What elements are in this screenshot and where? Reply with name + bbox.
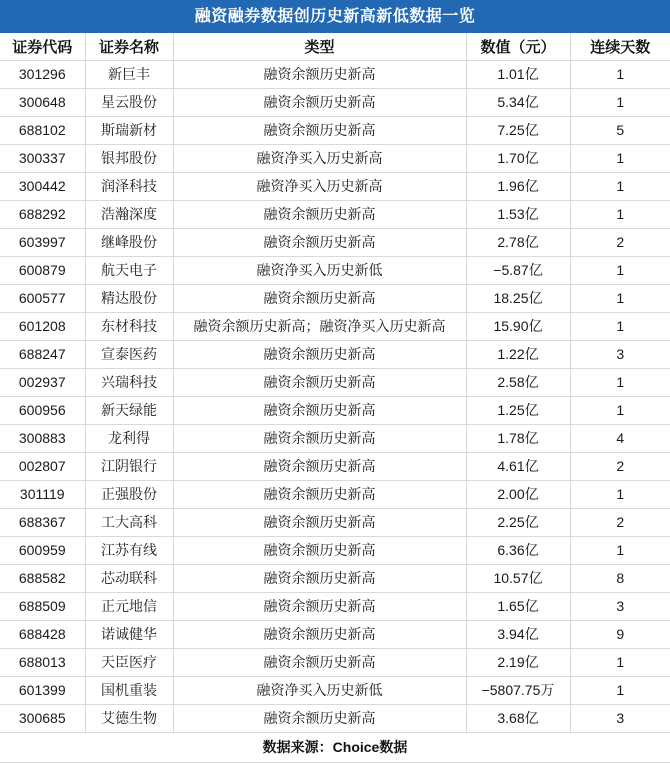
cell-security-name: 国机重装 bbox=[85, 676, 173, 704]
cell-consecutive-days: 3 bbox=[570, 592, 670, 620]
cell-value: 2.25亿 bbox=[466, 508, 570, 536]
cell-consecutive-days: 2 bbox=[570, 452, 670, 480]
cell-security-code: 688247 bbox=[0, 340, 85, 368]
cell-consecutive-days: 1 bbox=[570, 88, 670, 116]
table-row bbox=[0, 200, 670, 228]
cell-security-code: 688582 bbox=[0, 564, 85, 592]
cell-consecutive-days: 1 bbox=[570, 284, 670, 312]
cell-consecutive-days: 1 bbox=[570, 648, 670, 676]
cell-type: 融资余额历史新高 bbox=[173, 536, 466, 564]
cell-consecutive-days: 1 bbox=[570, 480, 670, 508]
cell-security-code: 600956 bbox=[0, 396, 85, 424]
cell-value: 18.25亿 bbox=[466, 284, 570, 312]
column-header-consecutive-days: 连续天数 bbox=[570, 33, 670, 60]
table-row bbox=[0, 116, 670, 144]
cell-security-code: 300883 bbox=[0, 424, 85, 452]
cell-value: 3.94亿 bbox=[466, 620, 570, 648]
cell-value: 10.57亿 bbox=[466, 564, 570, 592]
table-row bbox=[0, 256, 670, 284]
cell-security-code: 600959 bbox=[0, 536, 85, 564]
table-row bbox=[0, 536, 670, 564]
cell-value: 3.68亿 bbox=[466, 704, 570, 732]
cell-security-code: 301119 bbox=[0, 480, 85, 508]
cell-value: 1.01亿 bbox=[466, 60, 570, 88]
cell-security-name: 新天绿能 bbox=[85, 396, 173, 424]
cell-type: 融资余额历史新高 bbox=[173, 480, 466, 508]
cell-value: 2.00亿 bbox=[466, 480, 570, 508]
cell-security-name: 龙利得 bbox=[85, 424, 173, 452]
column-header-security-code: 证券代码 bbox=[0, 33, 85, 60]
cell-value: 1.78亿 bbox=[466, 424, 570, 452]
cell-type: 融资余额历史新高 bbox=[173, 368, 466, 396]
table-row bbox=[0, 564, 670, 592]
cell-security-code: 300648 bbox=[0, 88, 85, 116]
table-row bbox=[0, 676, 670, 704]
table-header-row bbox=[0, 33, 670, 60]
cell-security-name: 浩瀚深度 bbox=[85, 200, 173, 228]
cell-consecutive-days: 2 bbox=[570, 508, 670, 536]
cell-consecutive-days: 4 bbox=[570, 424, 670, 452]
table-row bbox=[0, 228, 670, 256]
column-header-type: 类型 bbox=[173, 33, 466, 60]
table-row bbox=[0, 620, 670, 648]
table-row bbox=[0, 312, 670, 340]
cell-consecutive-days: 1 bbox=[570, 256, 670, 284]
cell-security-name: 工大高科 bbox=[85, 508, 173, 536]
cell-type: 融资余额历史新高 bbox=[173, 340, 466, 368]
cell-consecutive-days: 1 bbox=[570, 396, 670, 424]
cell-security-code: 301296 bbox=[0, 60, 85, 88]
cell-consecutive-days: 1 bbox=[570, 60, 670, 88]
cell-security-code: 002807 bbox=[0, 452, 85, 480]
cell-value: −5807.75万 bbox=[466, 676, 570, 704]
cell-security-name: 江苏有线 bbox=[85, 536, 173, 564]
cell-consecutive-days: 1 bbox=[570, 676, 670, 704]
table-row bbox=[0, 60, 670, 88]
cell-type: 融资净买入历史新低 bbox=[173, 676, 466, 704]
cell-security-code: 002937 bbox=[0, 368, 85, 396]
cell-type: 融资余额历史新高 bbox=[173, 620, 466, 648]
cell-consecutive-days: 1 bbox=[570, 144, 670, 172]
cell-security-code: 688292 bbox=[0, 200, 85, 228]
data-source-label: 数据来源：Choice数据 bbox=[0, 733, 670, 763]
cell-security-code: 601399 bbox=[0, 676, 85, 704]
cell-security-name: 银邦股份 bbox=[85, 144, 173, 172]
cell-type: 融资余额历史新高 bbox=[173, 424, 466, 452]
cell-value: 2.78亿 bbox=[466, 228, 570, 256]
cell-value: −5.87亿 bbox=[466, 256, 570, 284]
cell-type: 融资余额历史新高 bbox=[173, 228, 466, 256]
cell-type: 融资余额历史新高 bbox=[173, 88, 466, 116]
cell-security-name: 精达股份 bbox=[85, 284, 173, 312]
cell-type: 融资净买入历史新高 bbox=[173, 144, 466, 172]
cell-type: 融资余额历史新高 bbox=[173, 200, 466, 228]
cell-security-code: 300442 bbox=[0, 172, 85, 200]
cell-value: 1.22亿 bbox=[466, 340, 570, 368]
cell-consecutive-days: 1 bbox=[570, 200, 670, 228]
cell-type: 融资余额历史新高 bbox=[173, 284, 466, 312]
table-row bbox=[0, 424, 670, 452]
cell-consecutive-days: 3 bbox=[570, 704, 670, 732]
column-header-value: 数值（元） bbox=[466, 33, 570, 60]
cell-value: 1.25亿 bbox=[466, 396, 570, 424]
cell-security-name: 天臣医疗 bbox=[85, 648, 173, 676]
cell-security-code: 300685 bbox=[0, 704, 85, 732]
cell-consecutive-days: 8 bbox=[570, 564, 670, 592]
cell-security-name: 新巨丰 bbox=[85, 60, 173, 88]
cell-security-name: 芯动联科 bbox=[85, 564, 173, 592]
cell-value: 15.90亿 bbox=[466, 312, 570, 340]
cell-consecutive-days: 1 bbox=[570, 312, 670, 340]
table-row bbox=[0, 368, 670, 396]
cell-consecutive-days: 1 bbox=[570, 536, 670, 564]
cell-value: 7.25亿 bbox=[466, 116, 570, 144]
table-row bbox=[0, 144, 670, 172]
column-header-security-name: 证券名称 bbox=[85, 33, 173, 60]
table-row bbox=[0, 284, 670, 312]
cell-type: 融资余额历史新高 bbox=[173, 508, 466, 536]
cell-type: 融资余额历史新高 bbox=[173, 592, 466, 620]
table-row bbox=[0, 704, 670, 732]
cell-type: 融资余额历史新高 bbox=[173, 648, 466, 676]
cell-security-name: 星云股份 bbox=[85, 88, 173, 116]
cell-value: 1.53亿 bbox=[466, 200, 570, 228]
table-row bbox=[0, 508, 670, 536]
cell-value: 5.34亿 bbox=[466, 88, 570, 116]
cell-value: 2.58亿 bbox=[466, 368, 570, 396]
cell-type: 融资余额历史新高 bbox=[173, 452, 466, 480]
cell-security-name: 斯瑞新材 bbox=[85, 116, 173, 144]
cell-security-name: 江阴银行 bbox=[85, 452, 173, 480]
cell-security-name: 正强股份 bbox=[85, 480, 173, 508]
table-row bbox=[0, 172, 670, 200]
cell-type: 融资净买入历史新高 bbox=[173, 172, 466, 200]
cell-security-name: 航天电子 bbox=[85, 256, 173, 284]
cell-security-code: 688428 bbox=[0, 620, 85, 648]
cell-security-code: 688509 bbox=[0, 592, 85, 620]
cell-type: 融资余额历史新高 bbox=[173, 396, 466, 424]
table-row bbox=[0, 592, 670, 620]
cell-security-name: 诺诚健华 bbox=[85, 620, 173, 648]
cell-security-code: 688102 bbox=[0, 116, 85, 144]
cell-value: 6.36亿 bbox=[466, 536, 570, 564]
cell-security-code: 300337 bbox=[0, 144, 85, 172]
cell-value: 2.19亿 bbox=[466, 648, 570, 676]
cell-security-code: 603997 bbox=[0, 228, 85, 256]
cell-security-name: 东材科技 bbox=[85, 312, 173, 340]
cell-consecutive-days: 9 bbox=[570, 620, 670, 648]
cell-security-name: 兴瑞科技 bbox=[85, 368, 173, 396]
report-title: 融资融券数据创历史新高新低数据一览 bbox=[0, 0, 670, 33]
cell-type: 融资余额历史新高 bbox=[173, 704, 466, 732]
cell-security-code: 601208 bbox=[0, 312, 85, 340]
margin-data-table bbox=[0, 33, 670, 733]
cell-value: 1.65亿 bbox=[466, 592, 570, 620]
cell-type: 融资净买入历史新低 bbox=[173, 256, 466, 284]
cell-security-name: 润泽科技 bbox=[85, 172, 173, 200]
cell-security-name: 继峰股份 bbox=[85, 228, 173, 256]
cell-consecutive-days: 2 bbox=[570, 228, 670, 256]
table-row bbox=[0, 340, 670, 368]
cell-type: 融资余额历史新高 bbox=[173, 564, 466, 592]
cell-consecutive-days: 5 bbox=[570, 116, 670, 144]
cell-consecutive-days: 3 bbox=[570, 340, 670, 368]
table-row bbox=[0, 396, 670, 424]
table-row bbox=[0, 480, 670, 508]
table-row bbox=[0, 648, 670, 676]
cell-consecutive-days: 1 bbox=[570, 368, 670, 396]
cell-consecutive-days: 1 bbox=[570, 172, 670, 200]
cell-type: 融资余额历史新高；融资净买入历史新高 bbox=[173, 312, 466, 340]
cell-security-name: 宣泰医药 bbox=[85, 340, 173, 368]
table-row bbox=[0, 452, 670, 480]
cell-value: 1.70亿 bbox=[466, 144, 570, 172]
cell-security-name: 正元地信 bbox=[85, 592, 173, 620]
cell-security-code: 688367 bbox=[0, 508, 85, 536]
table-row bbox=[0, 88, 670, 116]
cell-security-code: 600879 bbox=[0, 256, 85, 284]
cell-security-code: 688013 bbox=[0, 648, 85, 676]
cell-value: 1.96亿 bbox=[466, 172, 570, 200]
cell-security-code: 600577 bbox=[0, 284, 85, 312]
cell-type: 融资余额历史新高 bbox=[173, 60, 466, 88]
cell-security-name: 艾德生物 bbox=[85, 704, 173, 732]
cell-value: 4.61亿 bbox=[466, 452, 570, 480]
cell-type: 融资余额历史新高 bbox=[173, 116, 466, 144]
